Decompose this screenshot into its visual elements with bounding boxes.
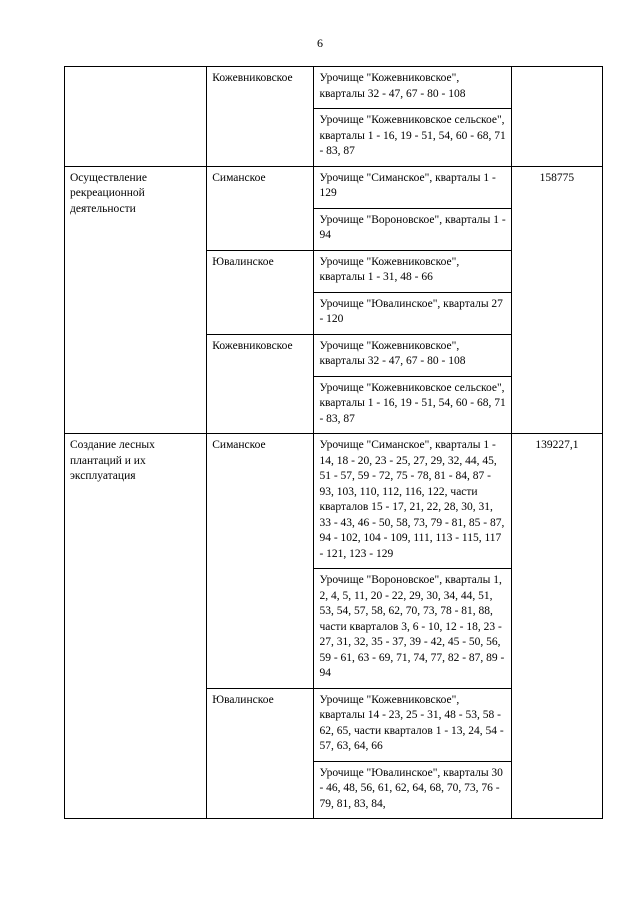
forest-use-table bbox=[64, 66, 603, 819]
forestry-cell: Симанское bbox=[207, 166, 314, 250]
forestry-cell: Симанское bbox=[207, 434, 314, 689]
forestry-cell: Кожевниковское bbox=[207, 334, 314, 434]
tract-cell: Урочище "Вороновское", кварталы 1 - 94 bbox=[314, 208, 511, 250]
area-cell: 158775 bbox=[511, 166, 602, 434]
forestry-cell: Ювалинское bbox=[207, 688, 314, 819]
forestry-cell: Ювалинское bbox=[207, 250, 314, 334]
tract-cell: Урочище "Кожевниковское сельское", кварталы 1 - 16, 19 - 51, 54, 60 - 68, 71 - 83, 87 bbox=[314, 109, 511, 167]
tract-cell: Урочище "Кожевниковское", кварталы 14 - 23, 25 - 31, 48 - 53, 58 - 62, 65, части кварталов 1 - 13, 24, 54 - 57, 63, 64, 66 bbox=[314, 688, 511, 761]
table-row bbox=[65, 434, 603, 569]
tract-cell: Урочище "Симанское", кварталы 1 - 129 bbox=[314, 166, 511, 208]
forestry-cell: Кожевниковское bbox=[207, 67, 314, 167]
area-cell bbox=[511, 67, 602, 167]
table-row bbox=[65, 166, 603, 208]
area-cell: 139227,1 bbox=[511, 434, 602, 819]
tract-cell: Урочище "Симанское", кварталы 1 - 14, 18 - 20, 23 - 25, 27, 29, 32, 44, 45, 51 - 57, 59 - 72, 75 - 78, 81 - 84, 87 - 93, 103, 110, 112, 116, 122, части кварталов 15 - 17, 21, 22, 28, 30, 31, 33 - 43, 46 - 50, 58, 73, 79 - 81, 85 - 87, 94 - 102, 104 - 109, 111, 113 - 115, 117 - 121, 123 - 129 bbox=[314, 434, 511, 569]
tract-cell: Урочище "Ювалинское", кварталы 30 - 46, 48, 56, 61, 62, 64, 68, 70, 73, 76 - 79, 81, 83, 84, bbox=[314, 761, 511, 819]
tract-cell: Урочище "Вороновское", кварталы 1, 2, 4, 5, 11, 20 - 22, 29, 30, 34, 44, 51, 53, 54, 57, 58, 62, 70, 73, 78 - 81, 88, части кварталов 3, 6 - 10, 12 - 18, 23 - 27, 31, 32, 35 - 37, 39 - 42, 45 - 50, 56, 59 - 61, 63 - 69, 71, 74, 77, 82 - 87, 89 - 94 bbox=[314, 569, 511, 689]
tract-cell: Урочище "Кожевниковское", кварталы 1 - 31, 48 - 66 bbox=[314, 250, 511, 292]
tract-cell: Урочище "Кожевниковское сельское", кварталы 1 - 16, 19 - 51, 54, 60 - 68, 71 - 83, 87 bbox=[314, 376, 511, 434]
activity-cell: Создание лесных плантаций и их эксплуатация bbox=[65, 434, 207, 819]
activity-cell: Осуществление рекреационной деятельности bbox=[65, 166, 207, 434]
page-number: 6 bbox=[317, 36, 323, 50]
tract-cell: Урочище "Ювалинское", кварталы 27 - 120 bbox=[314, 292, 511, 334]
tract-cell: Урочище "Кожевниковское", кварталы 32 - 47, 67 - 80 - 108 bbox=[314, 67, 511, 109]
table-row bbox=[65, 67, 603, 109]
activity-cell bbox=[65, 67, 207, 167]
tract-cell: Урочище "Кожевниковское", кварталы 32 - 47, 67 - 80 - 108 bbox=[314, 334, 511, 376]
